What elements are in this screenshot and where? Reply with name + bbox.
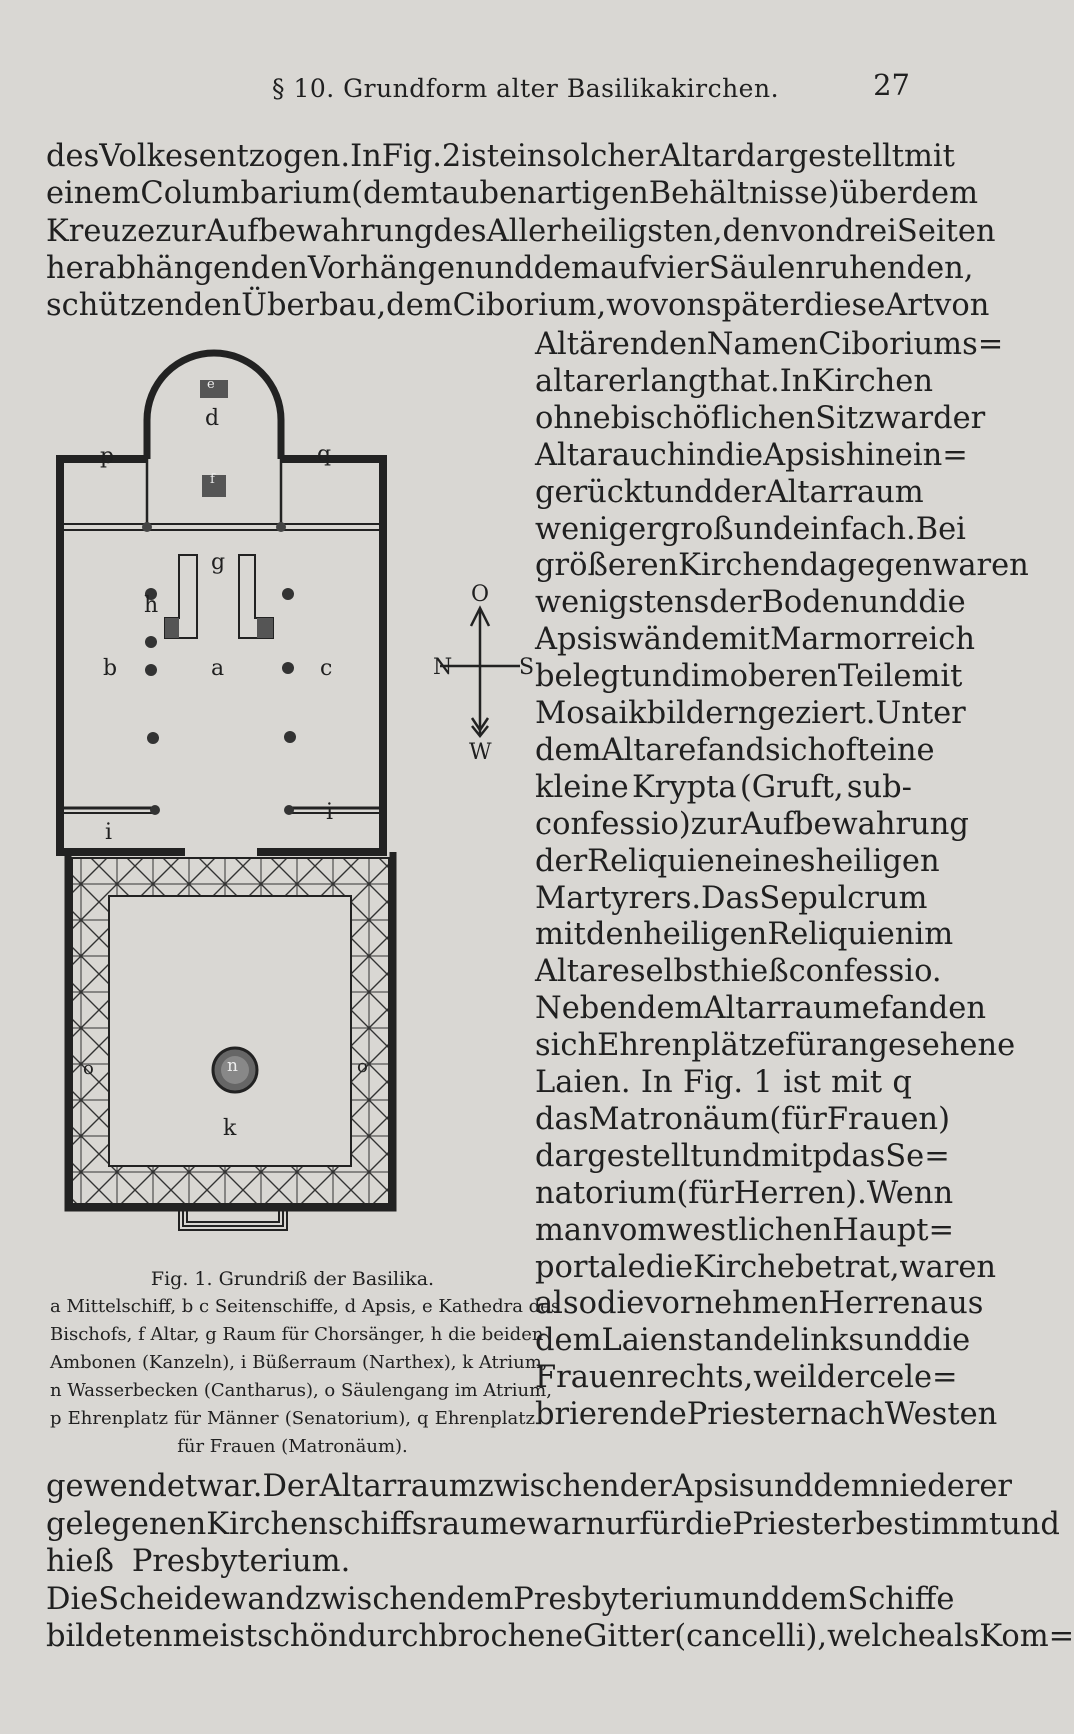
- word: brierende: [535, 1397, 687, 1433]
- word: und: [864, 1323, 923, 1359]
- label-g: g: [211, 550, 226, 575]
- text-line: [535, 696, 966, 731]
- text-line: [535, 769, 912, 805]
- text-line: [535, 1360, 958, 1396]
- word: erlangt: [607, 363, 720, 399]
- word: niederer: [879, 1469, 1012, 1504]
- figure-caption: [50, 1265, 561, 1461]
- word: von: [934, 288, 990, 324]
- word: hieß: [46, 1544, 114, 1579]
- word: selbst: [629, 954, 721, 990]
- word: Sepulcrum: [759, 880, 928, 916]
- word: in: [686, 437, 716, 473]
- word: 2: [441, 139, 462, 174]
- word: schützenden: [46, 288, 242, 324]
- word: Presbyterium: [513, 1581, 723, 1617]
- word: den: [585, 917, 644, 953]
- word: die: [645, 1249, 694, 1285]
- word: fand: [696, 732, 765, 768]
- label-i-left: i: [105, 820, 113, 845]
- word: des: [433, 213, 487, 249]
- word: eine: [869, 732, 935, 768]
- word: Aufbewahrung: [205, 213, 434, 249]
- text-line: [535, 1397, 998, 1433]
- word: Kirche: [693, 1249, 795, 1285]
- word: eines: [734, 843, 816, 879]
- word: q: [892, 1065, 912, 1100]
- word: bischöflichen: [610, 400, 816, 436]
- text-line: [535, 954, 942, 990]
- word: nur: [585, 1506, 640, 1542]
- text-line: [535, 585, 966, 621]
- word: waren: [899, 1249, 997, 1285]
- word: reich: [895, 622, 976, 658]
- word: dem: [533, 250, 601, 286]
- word: dem: [911, 176, 979, 212]
- word: meist: [172, 1619, 258, 1654]
- word: Altären: [535, 327, 650, 362]
- word: sich: [765, 732, 828, 768]
- word: Neben: [535, 991, 637, 1027]
- word: Apsis: [763, 437, 846, 473]
- text-line: [535, 400, 986, 436]
- word: bestimmt: [855, 1506, 1002, 1542]
- caption-line: Ambonen (Kanzeln), i Büßerraum (Narthex), k Atrium,: [50, 1352, 548, 1373]
- word: In: [640, 1065, 673, 1100]
- word: p: [812, 1138, 832, 1174]
- word: war: [526, 1506, 586, 1542]
- word: Kirchen: [678, 548, 800, 584]
- text-line: [46, 1544, 903, 1579]
- word: vom: [601, 1212, 667, 1248]
- word: mit: [831, 1065, 883, 1100]
- word: Boden: [761, 585, 860, 621]
- word: größeren: [535, 548, 679, 584]
- word: (für: [769, 1101, 827, 1137]
- word: die: [596, 1286, 645, 1322]
- word: Altarraum: [765, 474, 924, 510]
- word: Marmor: [770, 622, 896, 658]
- word: (für: [676, 1175, 734, 1211]
- label-c: c: [320, 656, 333, 681]
- word: und: [474, 250, 534, 286]
- word: sich: [535, 1028, 598, 1064]
- word: auch: [611, 437, 687, 473]
- text-line: [535, 363, 933, 399]
- word: 1: [753, 1065, 773, 1100]
- caption-line: für Frauen (Matronäum).: [177, 1436, 408, 1457]
- word: Aufbewahrung: [741, 806, 969, 842]
- word: Reliquien: [767, 917, 915, 953]
- word: hieß: [720, 954, 789, 990]
- word: im: [690, 659, 730, 695]
- text-line: [535, 327, 1004, 362]
- word: Frauen): [826, 1101, 950, 1137]
- word: und: [754, 1469, 814, 1504]
- word: welche: [827, 1619, 936, 1654]
- word: Sitz: [815, 400, 875, 436]
- word: Teile: [837, 659, 912, 695]
- word: Schiffe: [847, 1581, 955, 1617]
- word: Kirchenschiffsraume: [206, 1506, 527, 1542]
- word: Reliquien: [587, 843, 735, 879]
- word: kleine: [535, 769, 629, 805]
- word: der: [619, 1469, 672, 1504]
- word: und: [722, 1581, 781, 1617]
- text-line: [46, 250, 974, 286]
- label-h: h: [144, 593, 159, 618]
- word: Se=: [885, 1138, 950, 1174]
- label-q: q: [317, 442, 332, 467]
- text-line: [46, 176, 979, 212]
- word: angesehene: [830, 1028, 1016, 1064]
- word: und: [1001, 1506, 1060, 1542]
- word: Herren: [818, 1286, 930, 1322]
- word: mit: [911, 659, 963, 695]
- word: Fig.: [381, 139, 442, 174]
- word: In: [779, 363, 812, 399]
- word: bildeten: [46, 1619, 173, 1654]
- caption-line: Bischofs, f Altar, g Raum für Chorsänger, h die beiden: [50, 1324, 544, 1345]
- word: ist: [461, 139, 499, 174]
- word: rechts,: [646, 1360, 754, 1396]
- text-line: [535, 548, 1029, 584]
- word: hinein=: [845, 437, 968, 473]
- label-e: e: [207, 377, 215, 392]
- word: dargestellt: [535, 1138, 703, 1174]
- word: ein: [498, 139, 547, 174]
- word: und: [702, 1138, 762, 1174]
- word: solcher: [546, 139, 660, 174]
- text-line: [535, 732, 935, 768]
- word: In: [350, 139, 382, 174]
- text-line: [535, 1212, 955, 1248]
- word: der: [713, 474, 766, 510]
- word: fanden: [879, 991, 986, 1027]
- word: dem: [386, 288, 453, 324]
- word: Altare: [601, 732, 697, 768]
- atrium-colonnade: [72, 858, 389, 1204]
- word: Altar: [535, 437, 612, 473]
- word: belegt: [535, 659, 633, 695]
- word: dem: [780, 1581, 848, 1617]
- word: Mosaikbildern: [535, 696, 758, 731]
- word: Presbyterium.: [131, 1544, 351, 1579]
- text-line: [535, 474, 924, 510]
- word: heiligen: [643, 917, 768, 953]
- word: wenigstens: [535, 585, 710, 621]
- compass-north-label: N: [433, 655, 453, 680]
- word: waren: [932, 548, 1029, 584]
- caption-title: Fig. 1. Grundriß der Basilika.: [150, 1268, 435, 1290]
- label-b: b: [103, 656, 118, 681]
- basilica-floor-plan-figure: [45, 377, 535, 1250]
- text-line: [46, 213, 996, 249]
- word: und: [733, 511, 793, 547]
- word: gelegenen: [46, 1506, 207, 1542]
- page-number: 27: [873, 68, 910, 102]
- word: dem: [446, 1581, 514, 1617]
- word: das: [535, 1101, 589, 1137]
- word: der: [933, 400, 986, 436]
- word: Namen: [706, 327, 819, 362]
- word: gerückt: [535, 474, 655, 510]
- word: Ciboriums=: [818, 327, 1004, 362]
- word: Seiten: [896, 213, 996, 249]
- text-line: [535, 1323, 971, 1359]
- caption-line: n Wasserbecken (Cantharus), o Säulengang im Atrium,: [50, 1380, 552, 1401]
- word: nach: [810, 1397, 885, 1433]
- word: Priester: [686, 1397, 811, 1433]
- word: die: [918, 585, 966, 621]
- caption-line: p Ehrenplatz für Männer (Senatorium), q Ehrenplatz: [50, 1408, 535, 1429]
- word: Säulen: [708, 250, 815, 286]
- word: später: [705, 288, 805, 324]
- word: das: [831, 1138, 886, 1174]
- word: diese: [804, 288, 886, 324]
- text-line: [46, 1506, 1060, 1542]
- word: vier: [649, 250, 709, 286]
- word: der: [535, 843, 588, 879]
- word: portale: [535, 1249, 646, 1285]
- word: Priester: [732, 1506, 856, 1542]
- word: zwischen: [304, 1581, 447, 1617]
- text-line: [46, 139, 955, 174]
- text-line: [46, 1469, 1012, 1504]
- text-line: [46, 1619, 1074, 1654]
- compass-east-label: O: [471, 582, 490, 607]
- word: taubenartigen: [429, 176, 649, 212]
- floor-plan-drawing: [45, 380, 505, 1250]
- text-line: [535, 1175, 954, 1211]
- word: (dem: [351, 176, 430, 212]
- word: also: [535, 1286, 597, 1322]
- text-line: [535, 880, 928, 916]
- word: der: [816, 1360, 870, 1396]
- word: ist: [783, 1065, 821, 1100]
- label-k: k: [223, 1116, 237, 1141]
- word: Matronäum: [588, 1101, 770, 1137]
- word: ruhenden,: [814, 250, 974, 286]
- word: zur: [155, 213, 206, 249]
- word: Laien.: [535, 1065, 631, 1100]
- word: einem: [46, 176, 141, 212]
- label-f: f: [210, 472, 215, 487]
- word: aus: [929, 1286, 984, 1322]
- word: vornehmen: [644, 1286, 819, 1322]
- word: oft: [827, 732, 870, 768]
- word: confessio): [535, 806, 691, 842]
- word: Allerheiligsten,: [486, 213, 723, 249]
- word: betrat,: [794, 1249, 900, 1285]
- word: Volkes: [99, 139, 199, 174]
- word: und: [632, 659, 691, 695]
- word: Ehrenplätze: [597, 1028, 786, 1064]
- word: für: [639, 1506, 685, 1542]
- word: den: [649, 327, 707, 362]
- word: die: [922, 1323, 971, 1359]
- word: Westen: [884, 1397, 998, 1433]
- word: Kom=: [979, 1619, 1074, 1654]
- word: dem: [535, 1323, 602, 1359]
- label-o-right: o: [357, 1056, 368, 1077]
- compass-south-label: S: [519, 655, 535, 680]
- word: mit: [903, 139, 955, 174]
- word: Überbau,: [241, 288, 387, 324]
- word: mit: [719, 622, 771, 658]
- word: dargestellt: [736, 139, 904, 174]
- word: dem: [813, 1469, 880, 1504]
- text-line: [535, 917, 954, 953]
- text-line: [46, 1581, 955, 1617]
- word: Gitter: [583, 1619, 675, 1654]
- word: Krypta: [632, 769, 737, 805]
- word: (Gruft,: [739, 769, 844, 805]
- word: die: [684, 1506, 733, 1542]
- word: heiligen: [815, 843, 940, 879]
- label-d: d: [205, 406, 220, 431]
- word: Bei: [915, 511, 966, 547]
- word: Altarraum: [319, 1469, 478, 1504]
- text-line: [535, 1249, 997, 1285]
- word: und: [859, 585, 919, 621]
- word: war: [874, 400, 934, 436]
- word: der: [709, 585, 762, 621]
- word: Apsis: [671, 1469, 755, 1504]
- word: (cancelli),: [674, 1619, 828, 1654]
- word: cele=: [869, 1360, 958, 1396]
- word: zur: [690, 806, 742, 842]
- text-line: [535, 991, 986, 1027]
- text-line: [535, 1028, 1016, 1064]
- word: Wenn: [866, 1175, 954, 1211]
- text-line: [535, 1138, 950, 1174]
- text-line: [46, 288, 990, 324]
- word: Art: [885, 288, 935, 324]
- word: Altarraume: [703, 991, 880, 1027]
- text-line: [535, 511, 966, 547]
- word: entzogen.: [198, 139, 351, 174]
- label-i-right: i: [326, 800, 334, 825]
- word: Das: [701, 880, 760, 916]
- word: über: [839, 176, 912, 212]
- word: Herren).: [733, 1175, 867, 1211]
- word: Vorhängen: [307, 250, 475, 286]
- word: schön: [257, 1619, 348, 1654]
- word: Der: [262, 1469, 320, 1504]
- word: war.: [197, 1469, 263, 1504]
- word: Kreuze: [46, 213, 156, 249]
- word: dem: [636, 991, 704, 1027]
- word: einfach.: [792, 511, 916, 547]
- word: Haupt=: [832, 1212, 955, 1248]
- text-line: [535, 1065, 912, 1100]
- word: zwischen: [477, 1469, 620, 1504]
- word: Altar: [659, 139, 737, 174]
- word: altar: [535, 363, 608, 399]
- word: als: [935, 1619, 980, 1654]
- word: drei: [835, 213, 897, 249]
- word: Frauen: [535, 1360, 647, 1396]
- text-line: [535, 1286, 984, 1322]
- word: groß: [660, 511, 734, 547]
- word: natorium: [535, 1175, 677, 1211]
- word: Altare: [535, 954, 630, 990]
- compass-west-label: W: [469, 740, 492, 765]
- word: mit: [535, 917, 586, 953]
- word: dem: [535, 732, 602, 768]
- caption-line: a Mittelschiff, b c Seitenschiffe, d Apsis, e Kathedra des: [50, 1296, 561, 1317]
- word: Die: [46, 1581, 99, 1617]
- word: Laienstande: [601, 1323, 791, 1359]
- label-o-left: o: [83, 1058, 94, 1079]
- word: Columbarium: [140, 176, 352, 212]
- text-line: [535, 1101, 950, 1137]
- word: Apsiswände: [535, 622, 720, 658]
- word: links: [790, 1323, 864, 1359]
- word: man: [535, 1212, 602, 1248]
- word: Behältnisse): [648, 176, 840, 212]
- word: hat.: [719, 363, 780, 399]
- word: durchbrochene: [347, 1619, 584, 1654]
- word: mit: [761, 1138, 813, 1174]
- word: auf: [600, 250, 650, 286]
- word: von: [779, 213, 835, 249]
- word: Ciborium,: [452, 288, 607, 324]
- word: ohne: [535, 400, 611, 436]
- label-a: a: [211, 656, 225, 681]
- label-n: n: [227, 1056, 238, 1076]
- word: Martyrers.: [535, 880, 702, 916]
- word: weil: [753, 1360, 817, 1396]
- word: geziert.: [757, 696, 876, 731]
- word: confessio.: [788, 954, 942, 990]
- word: und: [654, 474, 714, 510]
- word: dagegen: [799, 548, 933, 584]
- word: sub-: [846, 769, 912, 805]
- word: oberen: [729, 659, 838, 695]
- word: wovon: [606, 288, 706, 324]
- word: im: [914, 917, 954, 953]
- word: gewendet: [46, 1469, 198, 1504]
- text-line: [535, 843, 940, 879]
- word: Scheidewand: [98, 1581, 305, 1617]
- word: die: [715, 437, 764, 473]
- word: den: [722, 213, 780, 249]
- text-line: [535, 622, 976, 658]
- word: für: [785, 1028, 831, 1064]
- running-head: § 10. Grundform alter Basilikakirchen.: [272, 74, 780, 103]
- text-line: [535, 437, 968, 473]
- page-header: [0, 68, 1000, 108]
- text-line: [535, 659, 963, 695]
- text-line: [535, 806, 969, 842]
- word: Kirchen: [811, 363, 933, 399]
- word: weniger: [535, 511, 661, 547]
- word: Unter: [875, 696, 966, 731]
- word: herabhängenden: [46, 250, 308, 286]
- word: des: [46, 139, 100, 174]
- label-p: p: [100, 444, 115, 469]
- word: westlichen: [666, 1212, 833, 1248]
- atrium-wall: [68, 852, 393, 1208]
- word: Fig.: [682, 1065, 744, 1100]
